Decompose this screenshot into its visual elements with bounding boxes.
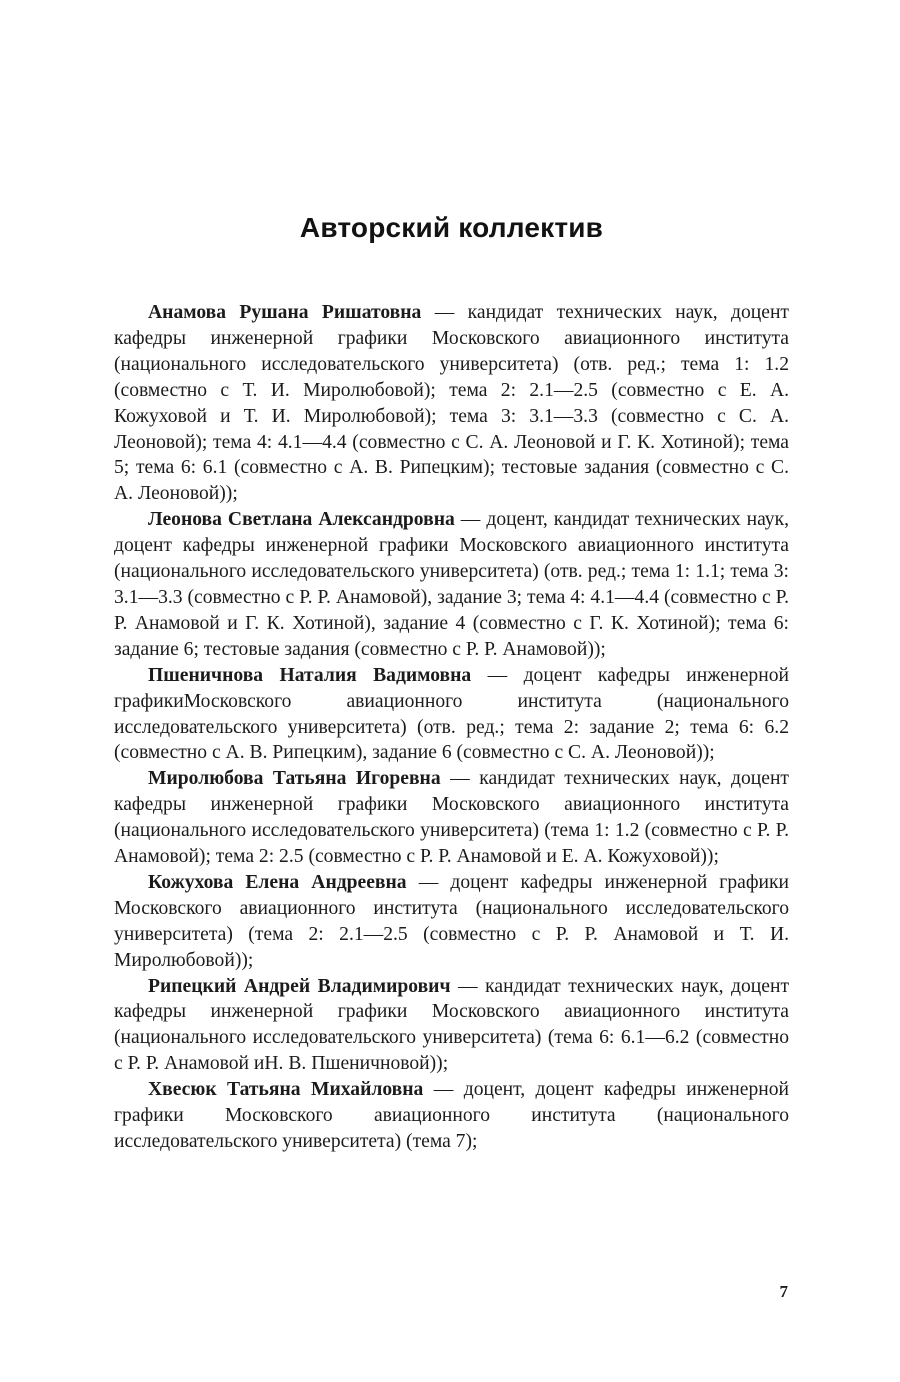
- page-title: Авторский коллектив: [299, 212, 604, 243]
- author-name: Рипецкий Андрей Владимирович: [148, 975, 451, 997]
- author-paragraph: [114, 663, 789, 767]
- author-name: Анамова Рушана Ришатовна: [148, 302, 422, 323]
- author-name: Кожухова Елена Андреевна: [148, 871, 407, 893]
- author-description: — доцент кафедры инженерной графикиМосковского авиационного института (национального исследовательского университета) (отв. ред.; тема 2: задание 2; тема 6: 6.2 (совместно с А. В. Рипецким), задание 6 (совместно с С. А. Леоновой));: [114, 664, 789, 764]
- author-description: — доцент кафедры инженерной графики Московского авиационного института (национального исследовательского университета) (тема 2: 2.1—2.5 (совместно с Р. Р. Анамовой и Т. И. Миролюбовой));: [114, 871, 790, 971]
- author-description: — кандидат технических наук, доцент кафедры инженерной графики Московского авиационного института (национального исследовательского университета) (тема 6: 6.1—6.2 (совместно с Р. Р. Анамовой иН. В. Пшеничновой));: [114, 975, 790, 1075]
- author-name: Пшеничнова Наталия Вадимовна: [148, 664, 472, 686]
- page-number: 7: [779, 1282, 788, 1301]
- author-name: Хвесюк Татьяна Михайловна: [148, 1079, 424, 1101]
- author-description: — кандидат технических наук, доцент кафедры инженерной графики Московского авиационного института (национального исследовательского университета) (отв. ред.; тема 1: 1.2 (совместно с Т. И. Миролюбовой); тема 2: 2.1—2.5 (совместно с Е. А. Кожуховой и Т. И. Миролюбовой); тема 3: 3.1—3.3 (совместно с С. А. Леоновой); тема 4: 4.1—4.4 (совместно с С. А. Леоновой и Г. К. Хотиной); тема 5; тема 6: 6.1 (совместно с А. В. Рипецким); тестовые задания (совместно с С. А. Леоновой));: [114, 302, 789, 505]
- authors-text-block: [114, 300, 789, 1155]
- author-name: Миролюбова Татьяна Игоревна: [148, 768, 441, 790]
- author-description: — доцент, доцент кафедры инженерной графики Московского авиационного института (национального исследовательского университета) (тема 7);: [114, 1079, 790, 1152]
- author-paragraph: [114, 300, 789, 507]
- author-paragraph: [114, 766, 789, 870]
- author-paragraph: [114, 1077, 789, 1155]
- author-paragraph: [114, 974, 789, 1078]
- author-name: Леонова Светлана Александровна: [148, 509, 455, 531]
- author-paragraph: [114, 870, 789, 974]
- author-description: — доцент, кандидат технических наук, доцент кафедры инженерной графики Московского авиационного института (национального исследовательского университета) (отв. ред.; тема 1: 1.1; тема 3: 3.1—3.3 (совместно с Р. Р. Анамовой), задание 3; тема 4: 4.1—4.4 (совместно с Р. Р. Анамовой и Г. К. Хотиной), задание 4 (совместно с Г. К. Хотиной); тема 6: задание 6; тестовые задания (совместно с Р. Р. Анамовой));: [114, 509, 789, 660]
- author-paragraph: [114, 507, 789, 662]
- author-description: — кандидат технических наук, доцент кафедры инженерной графики Московского авиационного института (национального исследовательского университета) (тема 1: 1.2 (совместно с Р. Р. Анамовой); тема 2: 2.5 (совместно с Р. Р. Анамовой и Е. А. Кожуховой));: [114, 768, 789, 868]
